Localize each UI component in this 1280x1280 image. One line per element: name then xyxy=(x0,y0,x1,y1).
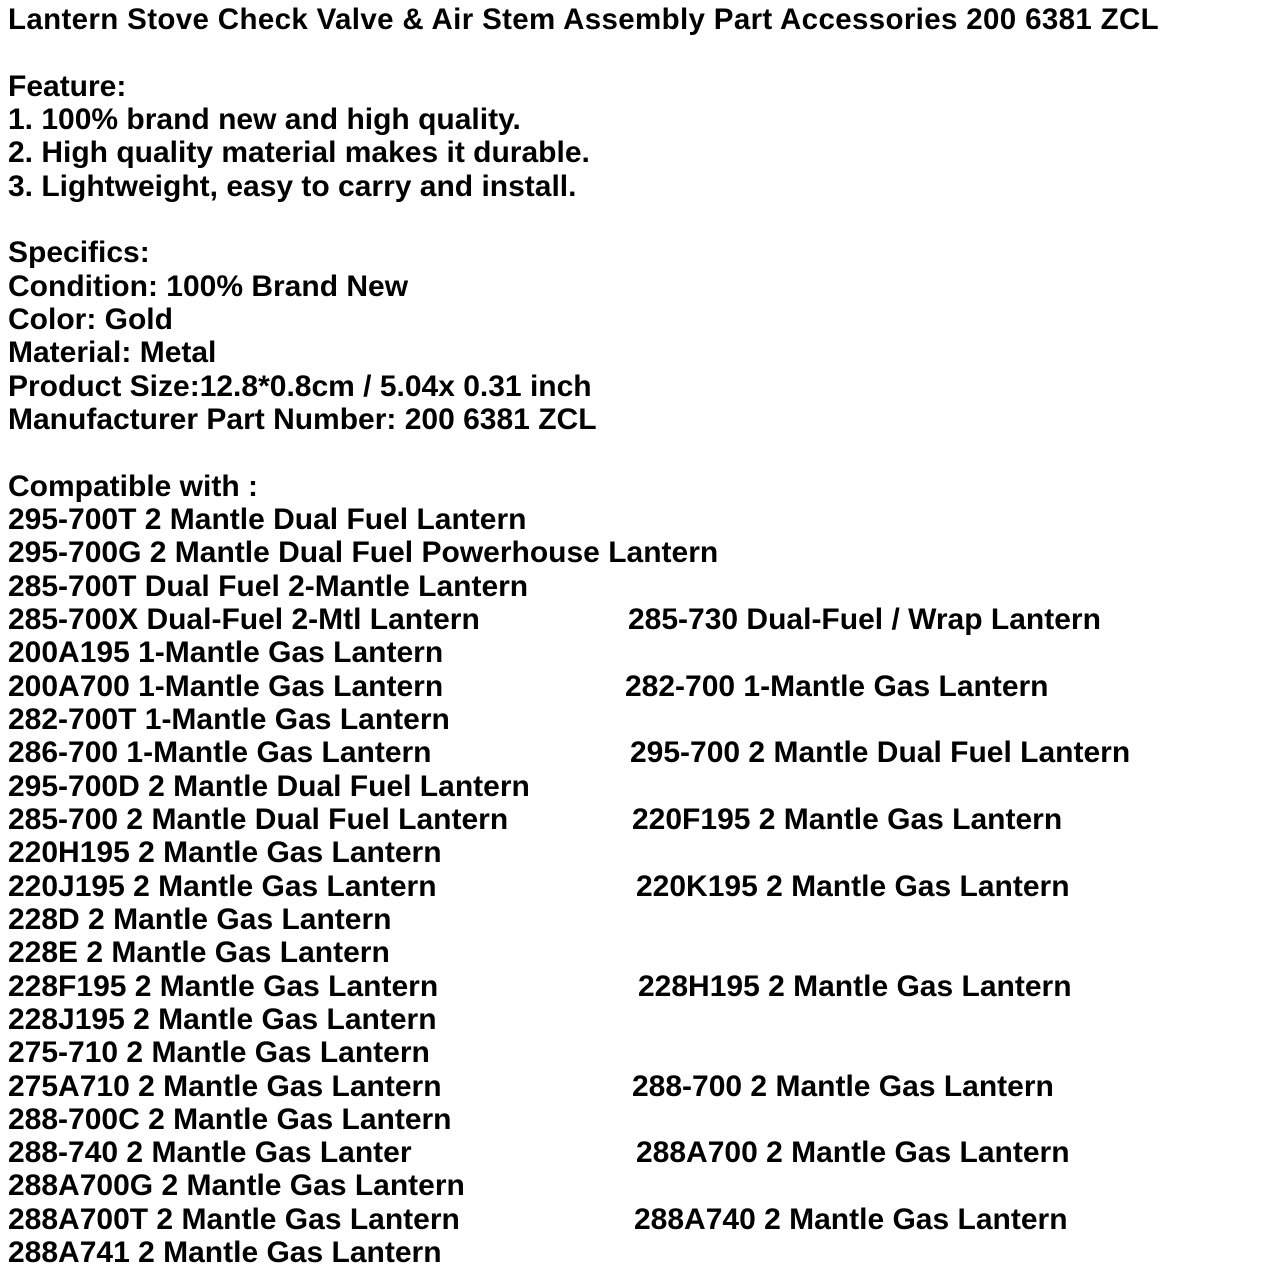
compatible-model: 288A700G 2 Mantle Gas Lantern xyxy=(8,1169,465,1203)
compatible-row xyxy=(8,703,1278,736)
compatible-row xyxy=(8,1169,1278,1202)
page-title: Lantern Stove Check Valve & Air Stem Assembly Part Accessories 200 6381 ZCL xyxy=(8,3,1160,36)
compatible-model: 286-700 1-Mantle Gas Lantern xyxy=(8,736,432,770)
compatible-row xyxy=(8,636,1278,669)
compatible-row xyxy=(8,503,1278,536)
compatible-model: 288A741 2 Mantle Gas Lantern xyxy=(8,1236,442,1270)
spec-material: Material: Metal xyxy=(8,336,217,370)
compatible-row xyxy=(8,1070,1278,1103)
compatible-model: 228J195 2 Mantle Gas Lantern xyxy=(8,1002,437,1036)
compatible-model: 220J195 2 Mantle Gas Lantern xyxy=(8,869,437,903)
spec-condition: Condition: 100% Brand New xyxy=(8,269,409,303)
compatible-model: 220H195 2 Mantle Gas Lantern xyxy=(8,836,442,870)
compatible-model: 220K195 2 Mantle Gas Lantern xyxy=(636,869,1070,903)
spec-size: Product Size:12.8*0.8cm / 5.04x 0.31 inch xyxy=(8,369,592,403)
compatible-row xyxy=(8,870,1278,903)
feature-item: 2. High quality material makes it durable. xyxy=(8,136,590,170)
compatible-row xyxy=(8,1036,1278,1069)
blank-line xyxy=(8,436,1278,469)
compatible-row xyxy=(8,1203,1278,1236)
compatible-model: 228E 2 Mantle Gas Lantern xyxy=(8,936,390,970)
compatible-row xyxy=(8,770,1278,803)
compatible-model: 285-730 Dual-Fuel / Wrap Lantern xyxy=(628,602,1101,636)
product-description xyxy=(8,3,1278,1269)
compatible-model: 288-700 2 Mantle Gas Lantern xyxy=(632,1069,1054,1103)
compatible-model: 285-700 2 Mantle Dual Fuel Lantern xyxy=(8,802,509,836)
compatible-model: 288-740 2 Mantle Gas Lanter xyxy=(8,1136,412,1170)
compatible-model: 288A700 2 Mantle Gas Lantern xyxy=(636,1136,1070,1170)
spec-part-number: Manufacturer Part Number: 200 6381 ZCL xyxy=(8,402,597,436)
compatible-row xyxy=(8,803,1278,836)
compatible-row xyxy=(8,1103,1278,1136)
compatible-row xyxy=(8,603,1278,636)
compatible-model: 282-700T 1-Mantle Gas Lantern xyxy=(8,702,450,736)
compatible-model: 288A740 2 Mantle Gas Lantern xyxy=(634,1202,1068,1236)
compatible-model: 295-700T 2 Mantle Dual Fuel Lantern xyxy=(8,502,527,536)
compatible-row xyxy=(8,736,1278,769)
compatible-row xyxy=(8,1236,1278,1269)
compatible-model: 200A700 1-Mantle Gas Lantern xyxy=(8,669,444,703)
compatible-row xyxy=(8,536,1278,569)
compatible-row xyxy=(8,970,1278,1003)
compatible-model: 285-700X Dual-Fuel 2-Mtl Lantern xyxy=(8,602,480,636)
compatible-model: 220F195 2 Mantle Gas Lantern xyxy=(632,802,1063,836)
specifics-heading: Specifics: xyxy=(8,236,150,270)
feature-item: 3. Lightweight, easy to carry and install. xyxy=(8,169,577,203)
blank-line xyxy=(8,36,1278,69)
feature-item: 1. 100% brand new and high quality. xyxy=(8,102,521,136)
compatible-model: 275A710 2 Mantle Gas Lantern xyxy=(8,1069,442,1103)
compatible-row xyxy=(8,936,1278,969)
compatible-model: 295-700 2 Mantle Dual Fuel Lantern xyxy=(630,736,1131,770)
compatible-model: 282-700 1-Mantle Gas Lantern xyxy=(625,669,1049,703)
feature-heading: Feature: xyxy=(8,69,127,103)
compatible-model: 288-700C 2 Mantle Gas Lantern xyxy=(8,1102,452,1136)
compatible-row xyxy=(8,836,1278,869)
compatible-model: 295-700G 2 Mantle Dual Fuel Powerhouse Lantern xyxy=(8,536,719,570)
compatible-model: 275-710 2 Mantle Gas Lantern xyxy=(8,1036,430,1070)
compatible-model: 288A700T 2 Mantle Gas Lantern xyxy=(8,1202,460,1236)
compatible-model: 228F195 2 Mantle Gas Lantern xyxy=(8,969,439,1003)
compatible-row xyxy=(8,1003,1278,1036)
compatible-model: 228H195 2 Mantle Gas Lantern xyxy=(638,969,1072,1003)
compatible-list xyxy=(8,503,1278,1270)
spec-color: Color: Gold xyxy=(8,302,173,336)
compatible-model: 295-700D 2 Mantle Dual Fuel Lantern xyxy=(8,769,530,803)
compatible-row xyxy=(8,670,1278,703)
blank-line xyxy=(8,203,1278,236)
compatible-model: 200A195 1-Mantle Gas Lantern xyxy=(8,636,444,670)
compatible-heading: Compatible with : xyxy=(8,469,258,503)
compatible-row xyxy=(8,903,1278,936)
compatible-model: 285-700T Dual Fuel 2-Mantle Lantern xyxy=(8,569,529,603)
compatible-row xyxy=(8,570,1278,603)
compatible-model: 228D 2 Mantle Gas Lantern xyxy=(8,902,392,936)
compatible-row xyxy=(8,1136,1278,1169)
